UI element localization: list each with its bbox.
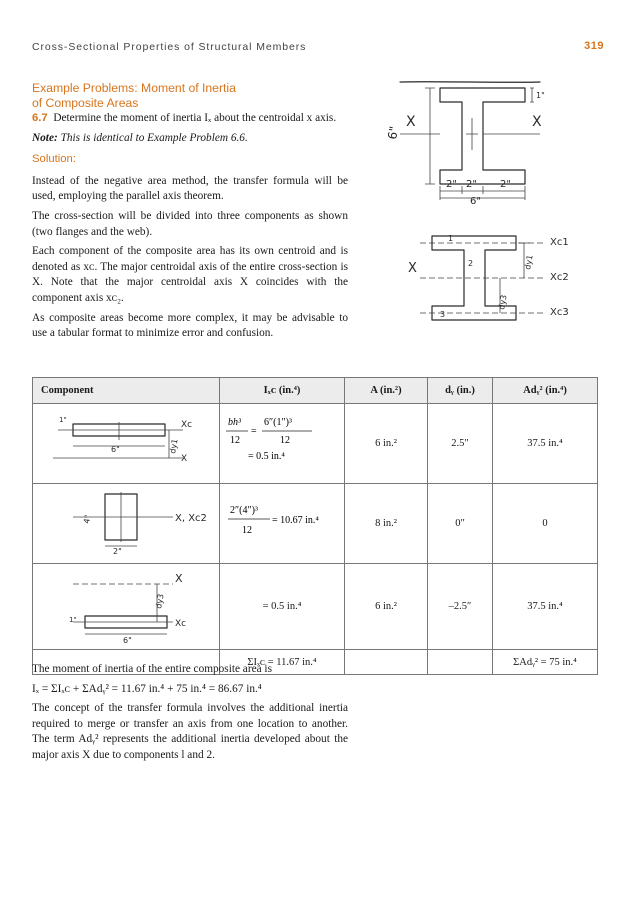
- component-sketch-2: [33, 484, 220, 564]
- note: [32, 131, 348, 147]
- note-label: Note:: [32, 131, 58, 144]
- header-dy: dᵧ (in.): [428, 378, 493, 404]
- header-component: Component: [33, 378, 220, 404]
- flange-top-sketch: [33, 404, 209, 480]
- section-title-line2: of Composite Areas: [32, 96, 139, 110]
- svg-text:=: =: [251, 426, 257, 437]
- ady2-cell-2: 0: [493, 484, 598, 564]
- dy1-label: dy1: [523, 254, 535, 271]
- solution-label: Solution:: [32, 153, 76, 166]
- axis-label: X, Xc2: [175, 513, 207, 524]
- axis-xc-label: Xc: [181, 420, 193, 430]
- totals-empty-3: [428, 650, 493, 675]
- axis-x-label: X: [175, 572, 183, 585]
- running-head: Cross-Sectional Properties of Structural Members: [32, 41, 307, 53]
- component-number-1: 1: [448, 234, 454, 243]
- ixc-formula-1: [220, 407, 342, 477]
- paragraph-2: The cross-section will be divided into three components as shown (two flanges and the web).: [32, 209, 348, 238]
- axis-xc2: Xc2: [550, 272, 569, 283]
- formula-result: = 10.67 in.⁴: [272, 515, 319, 526]
- formula-num: 2″(4″)³: [230, 505, 258, 516]
- header-ady2: Adᵧ² (in.⁴): [493, 378, 598, 404]
- component-sketch-3: [33, 564, 220, 650]
- dy3-label: dy3: [497, 294, 509, 311]
- axis-xc1: Xc1: [550, 237, 569, 248]
- ixc-cell-2: [220, 484, 345, 564]
- note-text: This is identical to Example Problem 6.6.: [60, 131, 248, 144]
- flange-bottom-sketch: [33, 564, 209, 646]
- ixc-total: ΣIₓᴄ = 11.67 in.⁴: [220, 650, 345, 675]
- dy-label: dy1: [168, 438, 180, 455]
- dim-2-right: 2": [500, 179, 511, 190]
- dy-cell-3: –2.5″: [428, 564, 493, 650]
- axis-X: X: [408, 261, 417, 276]
- paragraph-3: Each component of the composite area has its own centroid and is denoted as xᴄ. The major centroidal axis of the entire cross-section is X. Note that the major centroidal axis X coincides with the component axis xᴄ₂.: [32, 245, 348, 304]
- problem-body: [32, 111, 348, 346]
- problem-statement: [32, 111, 348, 127]
- ady2-cell-1: 37.5 in.⁴: [493, 404, 598, 484]
- formula-num2: 6″(1″)³: [264, 417, 292, 428]
- table-row: [33, 484, 598, 564]
- ixc-formula-2: [220, 487, 342, 557]
- axis-x-right: X: [532, 114, 542, 130]
- area-cell-1: 6 in.²: [345, 404, 428, 484]
- section-title: [32, 81, 332, 111]
- totals-empty-2: [345, 650, 428, 675]
- paragraph-1: Instead of the negative area method, the transfer formula will be used, employing the parallel axis theorem.: [32, 174, 348, 203]
- composite-table: [32, 377, 598, 675]
- axis-x-left: X: [406, 114, 416, 130]
- formula-den2: 12: [280, 435, 290, 446]
- height-label: 4": [82, 514, 93, 525]
- dim-2-mid: 2": [466, 179, 477, 190]
- formula-num: bh³: [228, 417, 241, 428]
- ady2-cell-3: 37.5 in.⁴: [493, 564, 598, 650]
- width-label: 6": [470, 196, 481, 206]
- width-label: 6": [123, 636, 132, 645]
- flange-thickness-label: 1": [536, 91, 545, 100]
- dim-2-left: 2": [446, 179, 457, 190]
- axis-xc-label: Xc: [175, 619, 187, 629]
- conclusion-intro: The moment of inertia of the entire composite area is: [32, 663, 272, 675]
- conclusion: [32, 662, 348, 768]
- axis-xc3: Xc3: [550, 307, 569, 318]
- ixc-cell-3: = 0.5 in.⁴: [220, 564, 345, 650]
- problem-statement-text: Determine the moment of inertia Iₓ about the centroidal x axis.: [53, 112, 337, 124]
- paragraph-4: As composite areas become more complex, it may be advisable to use a tabular format to minimize error and confusion.: [32, 311, 348, 340]
- ixc-cell-1: [220, 404, 345, 484]
- header-area: A (in.²): [345, 378, 428, 404]
- component-number-3: 3: [440, 310, 446, 319]
- table-row: [33, 564, 598, 650]
- header-ixc: Iₓᴄ (in.⁴): [220, 378, 345, 404]
- conclusion-equation: Iₓ = ΣIₓᴄ + ΣAdᵧ² = 11.67 in.⁴ + 75 in.⁴ = 86.67 in.⁴: [32, 682, 262, 695]
- width-label: 2": [113, 547, 122, 556]
- table-row: [33, 404, 598, 484]
- dy-cell-1: 2.5″: [428, 404, 493, 484]
- formula-result: = 0.5 in.⁴: [248, 451, 285, 462]
- dy-label: dy3: [154, 593, 166, 610]
- height-label: 1": [69, 616, 77, 624]
- width-label: 6": [111, 445, 120, 454]
- component-sketch-1: [33, 404, 220, 484]
- page-number: 319: [584, 40, 604, 52]
- area-cell-3: 6 in.²: [345, 564, 428, 650]
- area-cell-2: 8 in.²: [345, 484, 428, 564]
- problem-number: 6.7: [32, 112, 48, 124]
- i-beam-sketch-top: [370, 74, 610, 206]
- dy-cell-2: 0″: [428, 484, 493, 564]
- formula-den: 12: [242, 525, 252, 536]
- component-number-2: 2: [468, 259, 474, 268]
- axis-x-label: X: [181, 454, 188, 464]
- formula-den: 12: [230, 435, 240, 446]
- section-title-line1: Example Problems: Moment of Inertia: [32, 81, 236, 95]
- height-label: 1": [59, 416, 67, 424]
- conclusion-paragraph: The concept of the transfer formula involves the additional inertia required to merge or transfer an axis from one location to another. The term Adᵧ² represents the additional inertia developed about the major axis X due to components l and 2.: [32, 702, 348, 761]
- i-beam-sketch-components: [400, 228, 610, 328]
- ady2-total: ΣAdᵧ² = 75 in.⁴: [493, 650, 598, 675]
- web-sketch: [33, 484, 209, 560]
- table-header-row: [33, 378, 598, 404]
- height-label: 6": [385, 125, 402, 141]
